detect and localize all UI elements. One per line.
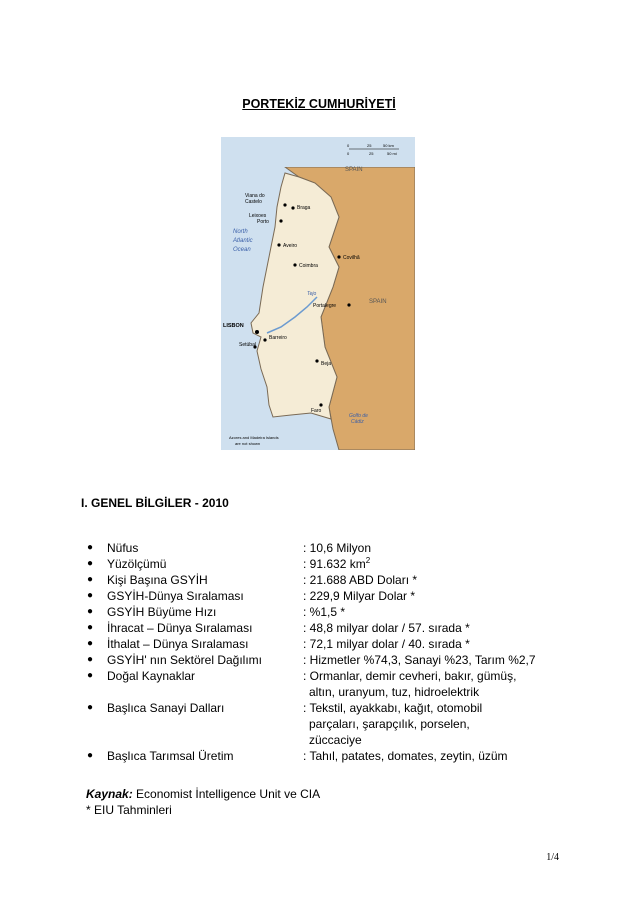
bullet-icon: ●: [87, 558, 94, 569]
fact-value: [303, 604, 556, 620]
source-text: Economist İntelligence Unit ve CIA: [132, 787, 321, 801]
fact-value: [303, 572, 556, 588]
fact-label: Başlıca Sanayi Dalları: [107, 701, 225, 715]
fact-value-text: : 10,6 Milyon: [303, 541, 372, 555]
map-city-beja: Beja: [321, 361, 332, 367]
bullet-icon: ●: [87, 654, 94, 665]
map-city-viana-1: Viana do: [245, 193, 265, 199]
fact-label: GSYİH-Dünya Sıralaması: [107, 589, 244, 603]
bullet-icon: ●: [87, 670, 94, 681]
scale-mi-25: 25: [369, 151, 374, 156]
fact-value-text: : Hizmetler %74,3, Sanayi %23, Tarım %2,7: [303, 653, 536, 667]
fact-value: [303, 700, 556, 748]
map-city-covilha: Covilhã: [343, 255, 360, 261]
map-city-aveiro: Aveiro: [283, 243, 298, 249]
fact-label: Yüzölçümü: [107, 557, 167, 571]
fact-item: [86, 588, 556, 604]
fact-value-text: : 72,1 milyar dolar / 40. sırada *: [303, 637, 470, 651]
fact-value-text: : %1,5 *: [303, 605, 346, 619]
map-label-spain-north: SPAIN: [345, 167, 363, 173]
page-number: 1/4: [546, 852, 559, 863]
fact-value: [303, 636, 556, 652]
map-city-braga: Braga: [297, 205, 311, 211]
fact-label: Doğal Kaynaklar: [107, 669, 196, 683]
source-label: Kaynak:: [86, 787, 133, 801]
map-city-faro: Faro: [311, 408, 322, 414]
bullet-icon: ●: [87, 574, 94, 585]
fact-item: [86, 620, 556, 636]
fact-value: [303, 556, 556, 572]
bullet-icon: ●: [87, 606, 94, 617]
fact-label: İhracat – Dünya Sıralaması: [107, 621, 253, 635]
scale-km-25: 25: [367, 143, 372, 148]
map-city-porto: Porto: [257, 219, 269, 225]
scale-mi-50: 50 mi: [387, 151, 397, 156]
fact-value-text: : Tahıl, patates, domates, zeytin, üzüm: [303, 749, 508, 763]
fact-label: Başlıca Tarımsal Üretim: [107, 749, 234, 763]
fact-value-text: : 48,8 milyar dolar / 57. sırada *: [303, 621, 470, 635]
fact-item: [86, 668, 556, 700]
fact-value-text: : 91.632 km: [303, 557, 366, 571]
map-gulf-label-2: Cádiz: [351, 419, 364, 425]
scale-mi-0: 0: [347, 151, 350, 156]
fact-item: [86, 572, 556, 588]
fact-label: GSYİH' nın Sektörel Dağılımı: [107, 653, 263, 667]
scale-km-0: 0: [347, 143, 350, 148]
fact-value-continuation: parçaları, şarapçılık, porselen,: [309, 717, 470, 731]
fact-value-text: : Tekstil, ayakkabı, kağıt, otomobil: [303, 701, 483, 715]
map-city-coimbra: Coimbra: [299, 263, 318, 269]
fact-value-text: : 229,9 Milyar Dolar *: [303, 589, 416, 603]
source-note: * EIU Tahminleri: [86, 803, 172, 817]
source-block: [86, 786, 320, 818]
fact-value-sup: 2: [365, 556, 371, 565]
fact-value-continuation: altın, uranyum, tuz, hidroelektrik: [309, 685, 480, 699]
fact-value: [303, 652, 556, 668]
fact-item: [86, 748, 556, 764]
map-note-1: Azores and Madeira Islands: [229, 435, 279, 440]
section-heading: I. GENEL BİLGİLER - 2010: [81, 496, 229, 510]
fact-value-continuation: züccaciye: [309, 733, 362, 747]
bullet-icon: ●: [87, 542, 94, 553]
fact-value: [303, 620, 556, 636]
fact-value: [303, 540, 556, 556]
fact-label: İthalat – Dünya Sıralaması: [107, 637, 249, 651]
fact-label: Nüfus: [107, 541, 139, 555]
portugal-map: [221, 137, 415, 450]
source-line: [86, 786, 320, 802]
map-note-2: are not shown: [235, 441, 261, 446]
scale-km-50: 50 km: [383, 143, 394, 148]
map-city-portalegre: Portalegre: [313, 303, 337, 309]
fact-value: [303, 668, 556, 700]
map-city-lisbon: LISBON: [223, 323, 244, 329]
fact-label: Kişi Başına GSYİH: [107, 573, 208, 587]
bullet-icon: ●: [87, 702, 94, 713]
map-gulf-label-1: Golfo de: [349, 413, 368, 419]
bullet-icon: ●: [87, 638, 94, 649]
bullet-icon: ●: [87, 590, 94, 601]
map-label-ocean-2: Atlantic: [233, 238, 253, 244]
page-title: PORTEKİZ CUMHURİYETİ: [242, 97, 396, 111]
facts-list: [86, 540, 556, 764]
bullet-icon: ●: [87, 622, 94, 633]
map-label-ocean-1: North: [233, 229, 248, 235]
map-city-viana-2: Castelo: [245, 199, 262, 205]
fact-value-text: : Ormanlar, demir cevheri, bakır, gümüş,: [303, 669, 517, 683]
fact-label: GSYİH Büyüme Hızı: [107, 605, 217, 619]
fact-item: [86, 540, 556, 556]
map-city-setubal: Setúbal: [239, 342, 256, 348]
fact-value: [303, 748, 556, 764]
map-city-leixoes: Leixoes: [249, 213, 267, 219]
map-river-label: Tejo: [307, 291, 317, 297]
map-label-spain-south: SPAIN: [369, 299, 387, 305]
fact-item: [86, 652, 556, 668]
fact-item: [86, 636, 556, 652]
fact-item: [86, 700, 556, 748]
map-label-ocean-3: Ocean: [233, 247, 251, 253]
fact-value: [303, 588, 556, 604]
map-city-barreiro: Barreiro: [269, 335, 287, 341]
fact-item: [86, 556, 556, 572]
fact-value-text: : 21.688 ABD Doları *: [303, 573, 418, 587]
fact-item: [86, 604, 556, 620]
bullet-icon: ●: [87, 750, 94, 761]
